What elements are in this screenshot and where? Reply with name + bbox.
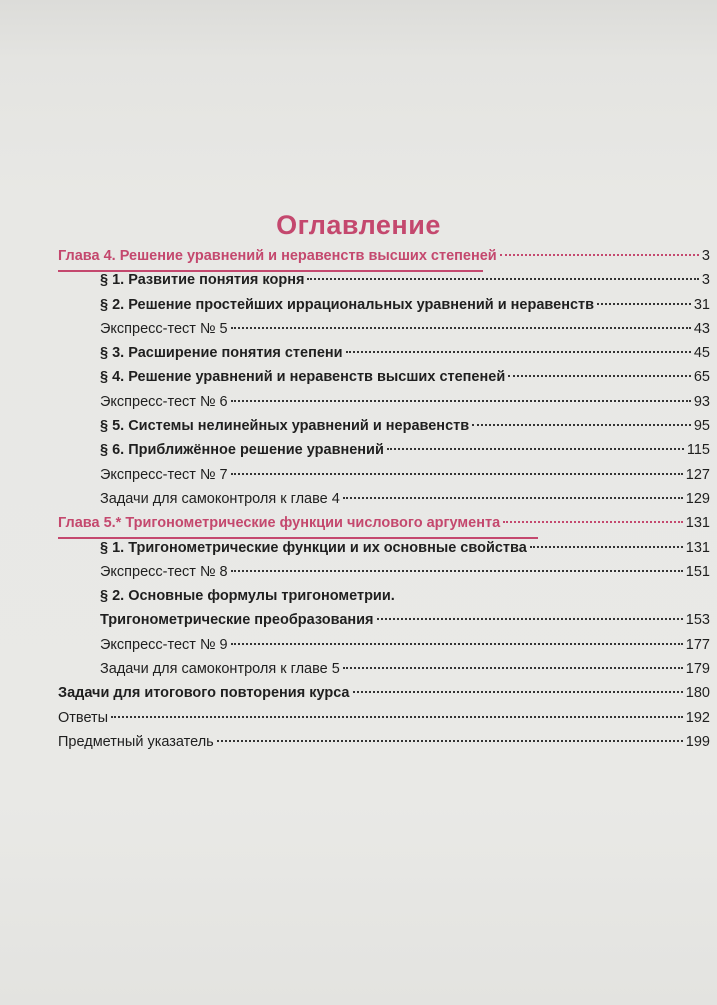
chapter-divider (58, 537, 538, 539)
toc-entry-label: § 2. Решение простейших иррациональных уравнений и неравенств (100, 296, 595, 313)
toc-entry-section[interactable] (58, 369, 710, 393)
dot-leader (231, 643, 683, 645)
toc-entry-test[interactable] (58, 637, 710, 661)
toc-entry-label: Тригонометрические преобразования (100, 612, 374, 629)
toc-entry-test[interactable] (58, 564, 710, 588)
toc-entry-page: 129 (685, 490, 710, 507)
dot-leader (472, 424, 691, 426)
toc-entry-label: Задачи для самоконтроля к главе 5 (100, 661, 340, 678)
toc-entry-page: 199 (685, 733, 710, 750)
dot-leader (353, 691, 683, 693)
toc-entry-label: § 2. Основные формулы тригонометрии. (100, 588, 395, 605)
dot-leader (343, 667, 683, 669)
dot-leader (343, 497, 683, 499)
toc-entry-section-continued[interactable] (58, 612, 710, 636)
toc-entry-section[interactable] (58, 442, 710, 466)
toc-entry-page: 43 (693, 320, 710, 337)
toc-entry-label: Экспресс-тест № 5 (100, 320, 228, 337)
toc-entry-label: § 3. Расширение понятия степени (100, 345, 343, 362)
toc-entry-test[interactable] (58, 467, 710, 491)
toc-entry-page: 151 (685, 563, 710, 580)
dot-leader (231, 400, 691, 402)
dot-leader (597, 303, 691, 305)
dot-leader (500, 254, 699, 256)
dot-leader (503, 521, 683, 523)
toc-entry-label: Задачи для итогового повторения курса (58, 685, 350, 702)
toc-entry-label: Экспресс-тест № 8 (100, 563, 228, 580)
toc-entry-self-check[interactable] (58, 661, 710, 685)
toc-entry-index[interactable] (58, 734, 710, 758)
toc-entry-label: § 1. Развитие понятия корня (100, 272, 305, 289)
dot-leader (346, 351, 691, 353)
dot-leader (530, 546, 683, 548)
toc-entry-section[interactable] (58, 418, 710, 442)
toc-entry-chapter-5[interactable] (58, 515, 710, 539)
toc-entry-section[interactable] (58, 588, 710, 612)
toc-entry-label: Глава 4. Решение уравнений и неравенств высших степеней (58, 248, 497, 264)
toc-entry-page: 127 (685, 466, 710, 483)
toc-entry-page: 177 (685, 636, 710, 653)
toc-entry-test[interactable] (58, 394, 710, 418)
chapter-divider (58, 270, 483, 272)
toc-entry-section[interactable] (58, 297, 710, 321)
dot-leader (231, 473, 683, 475)
toc-entry-label: Предметный указатель (58, 733, 214, 750)
toc-entry-label: § 6. Приближённое решение уравнений (100, 442, 384, 459)
toc-entry-page: 3 (701, 272, 710, 289)
dot-leader (307, 278, 699, 280)
page-title: Оглавление (276, 210, 441, 240)
dot-leader (387, 448, 684, 450)
toc-entry-label: Задачи для самоконтроля к главе 4 (100, 490, 340, 507)
toc-entry-page: 93 (693, 393, 710, 410)
toc-entry-label: § 5. Системы нелинейных уравнений и неравенств (100, 418, 470, 435)
dot-leader (111, 716, 683, 718)
dot-leader (217, 740, 683, 742)
toc-entry-page: 45 (693, 345, 710, 362)
toc-entry-label: § 1. Тригонометрические функции и их основные свойства (100, 539, 527, 556)
toc-entry-label: Глава 5.* Тригонометрические функции числового аргумента (58, 515, 501, 532)
toc-entry-answers[interactable] (58, 710, 710, 734)
toc-entry-section[interactable] (58, 272, 710, 296)
dot-leader (377, 618, 683, 620)
dot-leader (508, 375, 691, 377)
toc-entry-label: § 4. Решение уравнений и неравенств высших степеней (100, 369, 506, 386)
toc-entry-label: Экспресс-тест № 7 (100, 466, 228, 483)
toc-entry-label: Экспресс-тест № 6 (100, 393, 228, 410)
toc-entry-page: 65 (693, 369, 710, 386)
toc-entry-page: 31 (693, 296, 710, 313)
toc-entry-page: 180 (685, 685, 710, 702)
toc-entry-page: 192 (685, 709, 710, 726)
toc-entry-self-check[interactable] (58, 491, 710, 515)
dot-leader (231, 570, 683, 572)
toc-entry-section[interactable] (58, 345, 710, 369)
toc-entry-test[interactable] (58, 321, 710, 345)
toc-entry-chapter-4[interactable] (58, 248, 710, 272)
toc-entry-page: 131 (685, 515, 710, 532)
toc-entry-section[interactable] (58, 540, 710, 564)
dot-leader (231, 327, 691, 329)
toc-entry-page: 153 (685, 612, 710, 629)
toc-entry-final-review[interactable] (58, 685, 710, 709)
toc-entry-page: 131 (685, 539, 710, 556)
toc-entry-label: Экспресс-тест № 9 (100, 636, 228, 653)
toc-entry-label: Ответы (58, 709, 109, 726)
toc-entry-page: 3 (701, 248, 710, 264)
toc-entry-page: 179 (685, 661, 710, 678)
table-of-contents (58, 248, 710, 758)
toc-entry-page: 115 (686, 442, 710, 459)
toc-entry-page: 95 (693, 418, 710, 435)
